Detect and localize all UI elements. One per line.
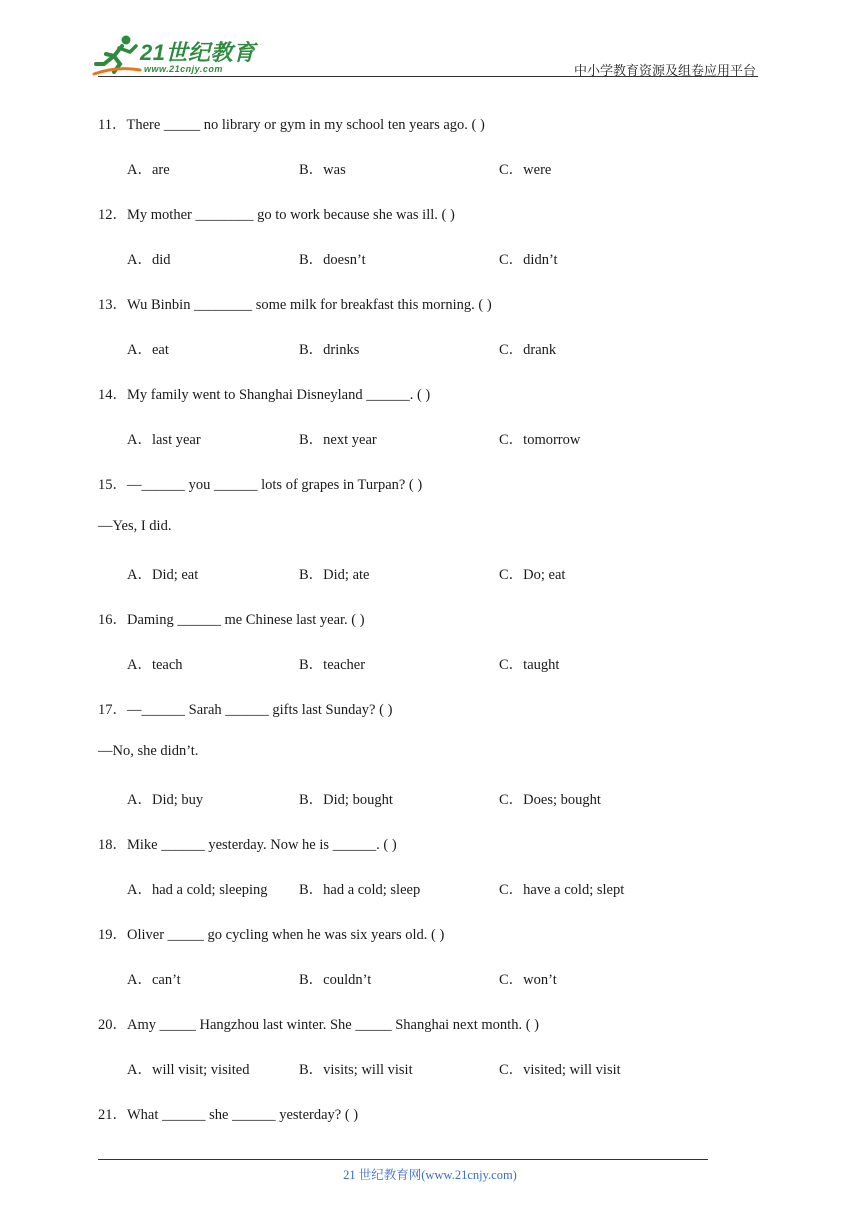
option-a: A．will visit; visited bbox=[127, 1062, 250, 1078]
logo bbox=[92, 34, 262, 78]
option-b: B．Did; ate bbox=[299, 567, 370, 583]
question-15: 15．—______ you ______ lots of grapes in Turpan? ( ) bbox=[98, 477, 423, 493]
option-b: B．teacher bbox=[299, 657, 366, 673]
header-divider bbox=[98, 76, 758, 77]
question-17-response: —No, she didn’t. bbox=[98, 743, 199, 759]
question-16: 16．Daming ______ me Chinese last year. ( ) bbox=[98, 612, 365, 628]
option-c: C．were bbox=[499, 162, 552, 178]
option-b: B．doesn’t bbox=[299, 252, 366, 268]
footer-divider bbox=[98, 1159, 708, 1160]
option-c: C．didn’t bbox=[499, 252, 558, 268]
question-21: 21．What ______ she ______ yesterday? ( ) bbox=[98, 1107, 359, 1123]
logo-url: www.21cnjy.com bbox=[144, 64, 223, 74]
platform-title: 中小学教育资源及组卷应用平台 bbox=[573, 64, 756, 79]
option-c: C．Does; bought bbox=[499, 792, 601, 808]
question-14: 14．My family went to Shanghai Disneyland ______. ( ) bbox=[98, 387, 431, 403]
option-b: B．next year bbox=[299, 432, 377, 448]
option-a: A．last year bbox=[127, 432, 201, 448]
option-a: A．had a cold; sleeping bbox=[127, 882, 268, 898]
option-c: C．won’t bbox=[499, 972, 557, 988]
option-b: B．drinks bbox=[299, 342, 360, 358]
option-b: B．couldn’t bbox=[299, 972, 372, 988]
question-20: 20．Amy _____ Hangzhou last winter. She _____ Shanghai next month. ( ) bbox=[98, 1017, 539, 1033]
question-13: 13．Wu Binbin ________ some milk for breakfast this morning. ( ) bbox=[98, 297, 492, 313]
option-b: B．had a cold; sleep bbox=[299, 882, 421, 898]
option-a: A．are bbox=[127, 162, 170, 178]
footer-text: 21 世纪教育网(www.21cnjy.com) bbox=[343, 1168, 517, 1182]
question-17: 17．—______ Sarah ______ gifts last Sunday? ( ) bbox=[98, 702, 393, 718]
page-header bbox=[0, 0, 860, 80]
option-b: B．Did; bought bbox=[299, 792, 393, 808]
option-a: A．did bbox=[127, 252, 171, 268]
question-18: 18．Mike ______ yesterday. Now he is ______. ( ) bbox=[98, 837, 397, 853]
option-c: C．tomorrow bbox=[499, 432, 581, 448]
option-a: A．can’t bbox=[127, 972, 181, 988]
option-a: A．Did; eat bbox=[127, 567, 199, 583]
question-15-response: —Yes, I did. bbox=[98, 518, 172, 534]
option-b: B．was bbox=[299, 162, 346, 178]
question-19: 19．Oliver _____ go cycling when he was six years old. ( ) bbox=[98, 927, 445, 943]
option-c: C．taught bbox=[499, 657, 560, 673]
option-a: A．teach bbox=[127, 657, 183, 673]
option-b: B．visits; will visit bbox=[299, 1062, 413, 1078]
option-c: C．visited; will visit bbox=[499, 1062, 621, 1078]
question-11: 11．There _____ no library or gym in my school ten years ago. ( ) bbox=[98, 117, 485, 133]
option-c: C．have a cold; slept bbox=[499, 882, 625, 898]
question-12: 12．My mother ________ go to work because she was ill. ( ) bbox=[98, 207, 455, 223]
option-a: A．Did; buy bbox=[127, 792, 204, 808]
runner-logo-icon bbox=[92, 34, 142, 76]
option-c: C．Do; eat bbox=[499, 567, 566, 583]
option-c: C．drank bbox=[499, 342, 557, 358]
logo-text: 21世纪教育 bbox=[140, 40, 256, 65]
option-a: A．eat bbox=[127, 342, 169, 358]
